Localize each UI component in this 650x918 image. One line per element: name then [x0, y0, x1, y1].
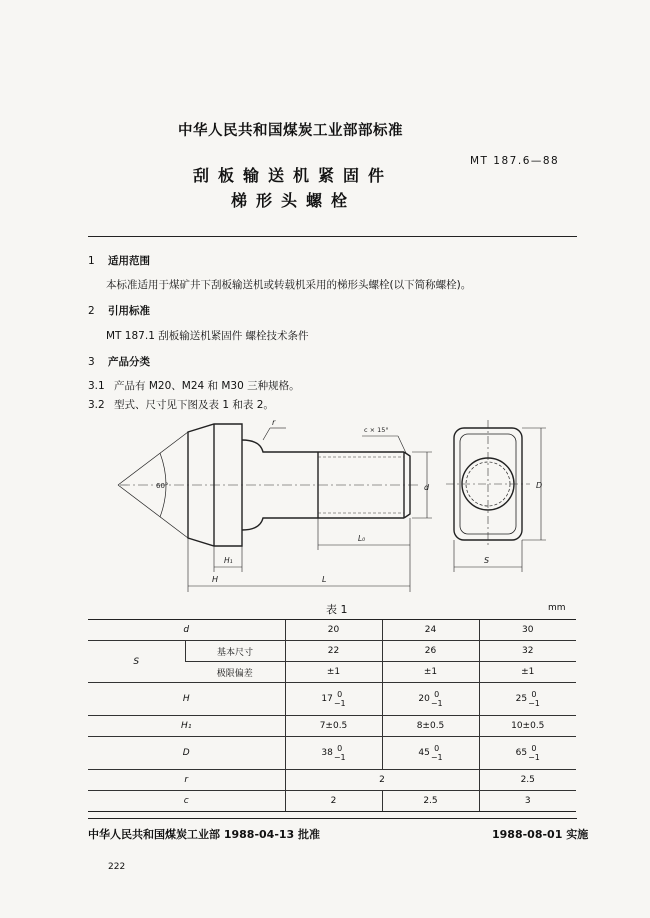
- lower-deviation: −1: [333, 753, 346, 762]
- row-label: c: [88, 791, 285, 812]
- section-text: 产品有 M20、M24 和 M30 三种规格。: [114, 380, 300, 392]
- angle-ray-bottom: [118, 485, 188, 538]
- upper-deviation: 0: [531, 744, 537, 753]
- section-title: 产品分类: [108, 356, 150, 368]
- table-cell: 26: [382, 641, 479, 662]
- row-label: d: [88, 620, 285, 641]
- title-line-2: 梯形头螺栓: [231, 191, 357, 210]
- value: 20: [418, 694, 430, 704]
- approval-line: 中华人民共和国煤炭工业部 1988-04-13 批准: [88, 828, 321, 841]
- lower-deviation: −1: [430, 699, 443, 708]
- title-line-1: 刮板输送机紧固件: [193, 166, 394, 185]
- table-cell: 30: [479, 620, 576, 641]
- table-row: [88, 770, 576, 791]
- upper-deviation: 0: [337, 744, 343, 753]
- value: 65: [515, 748, 528, 758]
- section-number: 3.1: [88, 380, 105, 392]
- upper-deviation: 0: [531, 690, 537, 699]
- l-label: L: [322, 575, 327, 584]
- table-cell: 2.5: [479, 770, 576, 791]
- table-row: [88, 716, 576, 737]
- footer-divider: [88, 818, 577, 819]
- lower-deviation: −1: [333, 699, 346, 708]
- row-label: r: [88, 770, 285, 791]
- section-title: 引用标准: [108, 305, 150, 317]
- row-label: H: [88, 683, 285, 716]
- d-label: d: [424, 483, 430, 492]
- row-label: H₁: [88, 716, 285, 737]
- table-row: [88, 620, 576, 641]
- section-2-text: MT 187.1 刮板输送机紧固件 螺栓技术条件: [106, 330, 309, 342]
- table-cell: 22: [285, 641, 382, 662]
- chamfer-leader: [398, 436, 406, 453]
- chamfer-label: c × 15°: [364, 426, 389, 434]
- section-1-text: 本标准适用于煤矿井下刮板输送机或转载机采用的梯形头螺栓(以下简称螺栓)。: [106, 279, 472, 291]
- table-cell: [382, 683, 479, 716]
- table-cell: ±1: [479, 662, 576, 683]
- value: 38: [321, 748, 333, 758]
- neck-bottom: [242, 518, 318, 530]
- r-label: r: [272, 418, 276, 427]
- row-sublabel: 极限偏差: [185, 662, 285, 683]
- row-label: S: [88, 641, 185, 683]
- section-number: 3: [88, 356, 95, 368]
- lower-deviation: −1: [528, 699, 540, 708]
- section-number: 3.2: [88, 399, 105, 411]
- table-unit: mm: [548, 603, 566, 613]
- ministry-heading: 中华人民共和国煤炭工业部部标准: [178, 123, 403, 139]
- upper-deviation: 0: [337, 690, 343, 699]
- row-sublabel: 基本尺寸: [185, 641, 285, 662]
- table-cell: ±1: [382, 662, 479, 683]
- value: 45: [418, 748, 430, 758]
- table-cell: 2: [285, 791, 382, 812]
- table-cell: 24: [382, 620, 479, 641]
- neck-top: [242, 440, 318, 452]
- row-label: D: [88, 737, 285, 770]
- D-label: D: [536, 481, 543, 490]
- page-number: 222: [108, 862, 126, 872]
- table-cell: 20: [285, 620, 382, 641]
- l0-label: L₀: [358, 534, 366, 543]
- table-caption: 表 1: [326, 603, 348, 616]
- h-label: H: [212, 575, 219, 584]
- table-row: [88, 791, 576, 812]
- section-text: 型式、尺寸见下图及表 1 和表 2。: [114, 399, 274, 411]
- value: 25: [515, 694, 528, 704]
- angle-label: 60°: [156, 482, 169, 490]
- table-cell: [382, 737, 479, 770]
- section-number: 2: [88, 305, 95, 317]
- table-cell: [479, 737, 576, 770]
- section-number: 1: [88, 255, 95, 267]
- upper-deviation: 0: [434, 690, 440, 699]
- effective-date: 1988-08-01 实施: [492, 828, 589, 841]
- section-title: 适用范围: [108, 255, 150, 267]
- standard-code: MT 187.6—88: [470, 155, 560, 167]
- lower-deviation: −1: [430, 753, 443, 762]
- table-row: [88, 683, 576, 716]
- h1-label: H₁: [224, 556, 233, 565]
- upper-deviation: 0: [434, 744, 440, 753]
- table-row: [88, 737, 576, 770]
- table-cell: [285, 683, 382, 716]
- table-cell: [285, 737, 382, 770]
- table-cell: 7±0.5: [285, 716, 382, 737]
- S-label: S: [484, 556, 490, 565]
- lower-deviation: −1: [528, 753, 540, 762]
- angle-ray-top: [118, 432, 188, 485]
- r-leader: [263, 428, 270, 440]
- table-cell: 8±0.5: [382, 716, 479, 737]
- table-cell: 2.5: [382, 791, 479, 812]
- table-row: [88, 641, 576, 662]
- table-cell: 2: [285, 770, 479, 791]
- table-cell: 32: [479, 641, 576, 662]
- value: 17: [321, 694, 333, 704]
- table-cell: [479, 683, 576, 716]
- table-cell: 3: [479, 791, 576, 812]
- table-cell: 10±0.5: [479, 716, 576, 737]
- table-cell: ±1: [285, 662, 382, 683]
- spec-table: [88, 619, 576, 812]
